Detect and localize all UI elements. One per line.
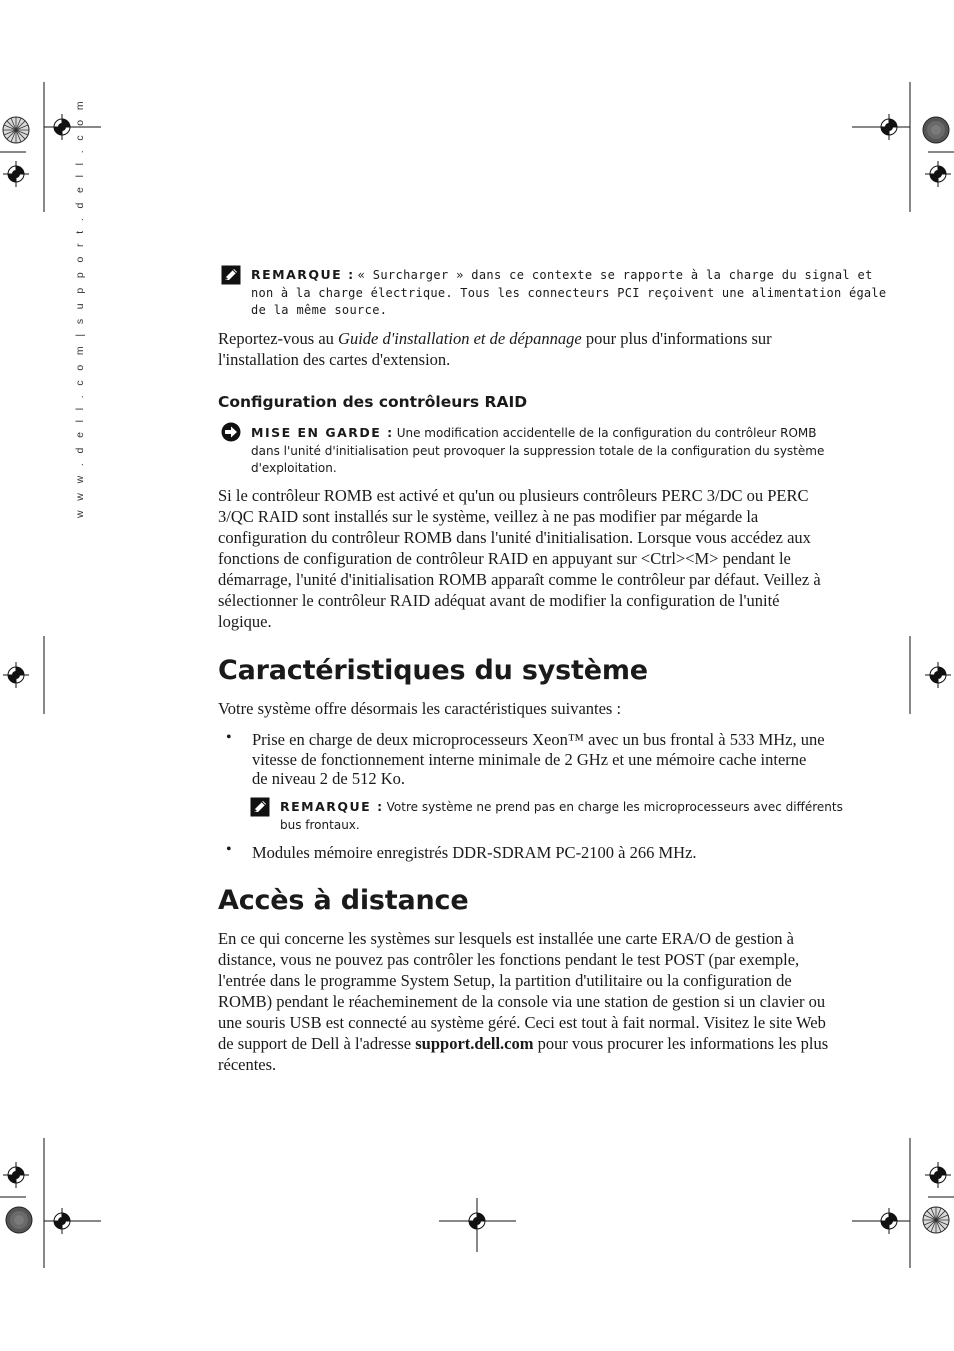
note-label: REMARQUE : bbox=[251, 267, 355, 282]
bullet-dot: • bbox=[226, 729, 232, 746]
section-heading-remote: Accès à distance bbox=[218, 885, 469, 916]
section-heading-features: Caractéristiques du système bbox=[218, 655, 648, 686]
registration-mark-icon bbox=[925, 1162, 951, 1188]
note-label: REMARQUE : bbox=[280, 799, 384, 814]
color-target-icon bbox=[3, 117, 29, 143]
note-remarque bbox=[280, 798, 843, 834]
note-text: Votre système ne prend pas en charge les microprocesseurs avec différents bbox=[386, 800, 843, 814]
bullet-dot: • bbox=[226, 841, 232, 858]
note-text: « Surcharger » dans ce contexte se rapporte à la charge du signal et bbox=[357, 268, 873, 282]
paragraph-installation: Reportez-vous au Guide d'installation et de dépannage pour plus d'informations sur l'installation des cartes d'extension. bbox=[218, 329, 772, 369]
paragraph-raid: Si le contrôleur ROMB est activé et qu'un ou plusieurs contrôleurs PERC 3/DC ou PERC 3/QC RAID sont installés sur le système, veillez à ne pas modifier par mégarde la configuration du contrôleur ROMB dans l'unité d'initialisation. Lorsque vous accédez aux fonctions de configuration de contrôleur RAID en appuyant sur <Ctrl><M> pendant le démarrage, l'unité d'initialisation ROMB apparaît comme le contrôleur par défaut. Veillez à sélectionner le contrôleur RAID adéquat avant de modifier la configuration de l'unité logique. bbox=[218, 486, 821, 631]
registration-mark-icon bbox=[925, 161, 951, 187]
note-text: de la même source. bbox=[251, 303, 388, 318]
caution-text: Une modification accidentelle de la configuration du contrôleur ROMB bbox=[396, 426, 817, 440]
list-item: Prise en charge de deux microprocesseurs Xeon™ avec un bus frontal à 533 MHz, une vitesse de fonctionnement interne minimale de 2 GHz et une mémoire cache interne de niveau 2 de 512 Ko. bbox=[252, 730, 825, 788]
note-remarque bbox=[251, 266, 887, 320]
caution-arrow-icon bbox=[221, 422, 241, 442]
list-item: Modules mémoire enregistrés DDR-SDRAM PC-2100 à 266 MHz. bbox=[252, 843, 697, 862]
note-pencil-icon bbox=[250, 797, 270, 817]
caution-text: d'exploitation. bbox=[251, 461, 337, 476]
color-target-icon bbox=[923, 1207, 949, 1233]
features-intro: Votre système offre désormais les caractéristiques suivantes : bbox=[218, 699, 622, 718]
note-text: non à la charge électrique. Tous les connecteurs PCI reçoivent une alimentation égale bbox=[251, 285, 887, 300]
paragraph-remote: En ce qui concerne les systèmes sur lesquels est installée une carte ERA/O de gestion à distance, vous ne pouvez pas contrôler les fonctions pendant le test POST (par exemple, l'entrée dans le programme System Setup, la partition d'utilitaire ou la configuration de ROMB) pendant le réacheminement de la console via une station de gestion si un clavier ou une souris USB est connecté au système géré. Ceci est tout à fait normal. Visitez le site Web de support de Dell à l'adresse support.dell.com pour vous procurer les informations les plus récentes. bbox=[218, 929, 829, 1074]
note-text: bus frontaux. bbox=[280, 817, 360, 832]
note-pencil-icon bbox=[221, 265, 241, 285]
registration-mark-icon bbox=[3, 662, 29, 688]
section-heading-raid: Configuration des contrôleurs RAID bbox=[218, 393, 528, 411]
registration-mark-icon bbox=[925, 662, 951, 688]
support-link[interactable]: support.dell.com bbox=[415, 1034, 534, 1053]
color-target-icon bbox=[6, 1207, 32, 1233]
caution-label: MISE EN GARDE : bbox=[251, 425, 394, 440]
registration-mark-icon bbox=[3, 1162, 29, 1188]
caution-text: dans l'unité d'initialisation peut provoquer la suppression totale de la configuration du système bbox=[251, 443, 825, 458]
caution-mise-en-garde bbox=[251, 424, 831, 478]
guide-title: Guide d'installation et de dépannage bbox=[338, 329, 582, 348]
side-url-text: w w w . d e l l . c o m | s u p p o r t . d e l l . c o m bbox=[74, 97, 86, 518]
registration-mark-icon bbox=[3, 161, 29, 187]
color-target-icon bbox=[923, 117, 949, 143]
